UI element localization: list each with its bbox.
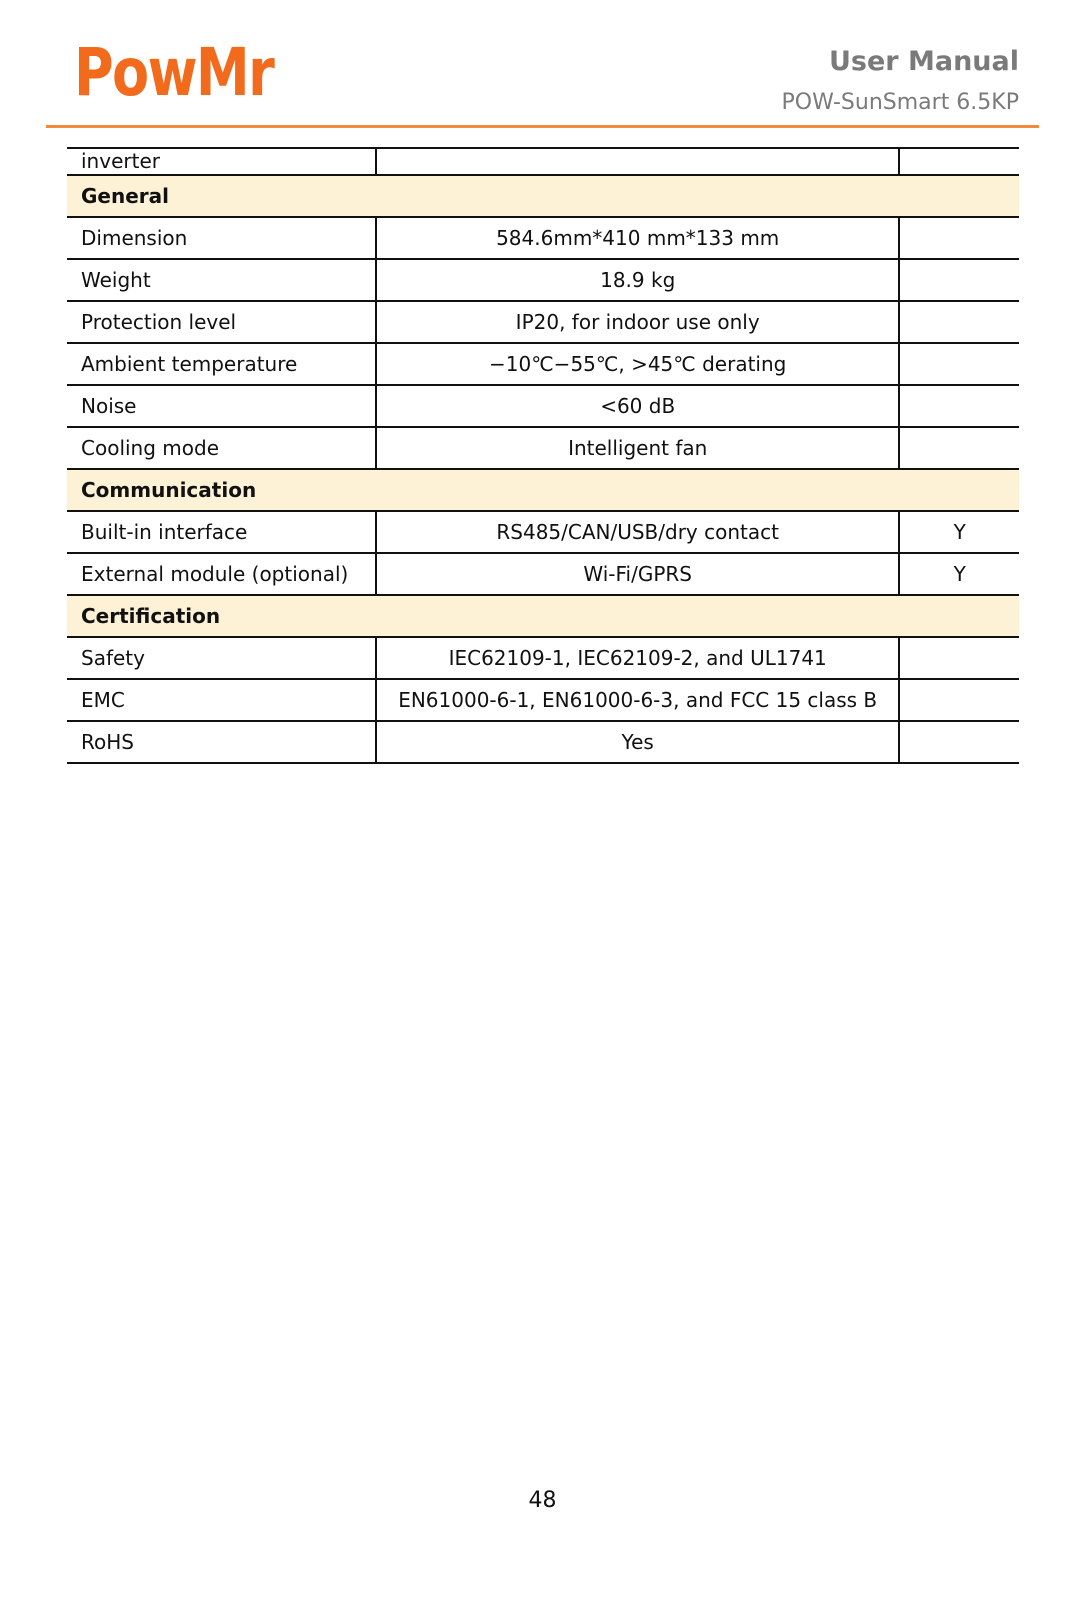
row-value: IP20, for indoor use only [376, 301, 900, 343]
row-label: Noise [67, 385, 376, 427]
row-label: Cooling mode [67, 427, 376, 469]
page-number: 48 [528, 1488, 557, 1513]
row-label: Safety [67, 637, 376, 679]
table-row [67, 385, 1019, 427]
row-value: Intelligent fan [376, 427, 900, 469]
row-value: Wi-Fi/GPRS [376, 553, 900, 595]
model-name: POW-SunSmart 6.5KP [781, 90, 1019, 116]
section-header-row [67, 469, 1019, 511]
row-label: Weight [67, 259, 376, 301]
row-label: Built-in interface [67, 511, 376, 553]
row-label: Protection level [67, 301, 376, 343]
table-row [67, 427, 1019, 469]
row-value: Yes [376, 721, 900, 763]
document-header [782, 46, 1019, 117]
row-flag [899, 301, 1019, 343]
section-header-row [67, 595, 1019, 637]
table-row [67, 721, 1019, 763]
row-label: Dimension [67, 217, 376, 259]
section-title: Communication [67, 469, 1019, 511]
powmr-logo: PowMr [74, 34, 274, 111]
row-flag [899, 343, 1019, 385]
row-flag [899, 427, 1019, 469]
table-row [67, 301, 1019, 343]
row-label: RoHS [67, 721, 376, 763]
row-label: Ambient temperature [67, 343, 376, 385]
row-label: External module (optional) [67, 553, 376, 595]
row-flag [899, 385, 1019, 427]
row-value: RS485/CAN/USB/dry contact [376, 511, 900, 553]
row-flag [899, 259, 1019, 301]
table-row [67, 511, 1019, 553]
row-value: −10℃−55℃, >45℃ derating [376, 343, 900, 385]
row-value: EN61000-6-1, EN61000-6-3, and FCC 15 class B [376, 679, 900, 721]
specification-table [67, 147, 1019, 764]
table-row [67, 553, 1019, 595]
row-value [376, 148, 900, 175]
row-flag [899, 637, 1019, 679]
section-title: General [67, 175, 1019, 217]
row-flag: Y [899, 553, 1019, 595]
manual-title: User Manual [828, 46, 1019, 77]
row-label: inverter [67, 148, 376, 175]
header-divider [46, 125, 1039, 128]
table-row [67, 637, 1019, 679]
row-label: EMC [67, 679, 376, 721]
row-value: <60 dB [376, 385, 900, 427]
row-flag [899, 217, 1019, 259]
table-row [67, 148, 1019, 175]
row-flag: Y [899, 511, 1019, 553]
row-flag [899, 679, 1019, 721]
section-title: Certification [67, 595, 1019, 637]
section-header-row [67, 175, 1019, 217]
row-value: 584.6mm*410 mm*133 mm [376, 217, 900, 259]
row-flag [899, 721, 1019, 763]
table-row [67, 679, 1019, 721]
row-value: IEC62109-1, IEC62109-2, and UL1741 [376, 637, 900, 679]
table-row [67, 217, 1019, 259]
table-row [67, 343, 1019, 385]
row-value: 18.9 kg [376, 259, 900, 301]
table-row [67, 259, 1019, 301]
row-flag [899, 148, 1019, 175]
